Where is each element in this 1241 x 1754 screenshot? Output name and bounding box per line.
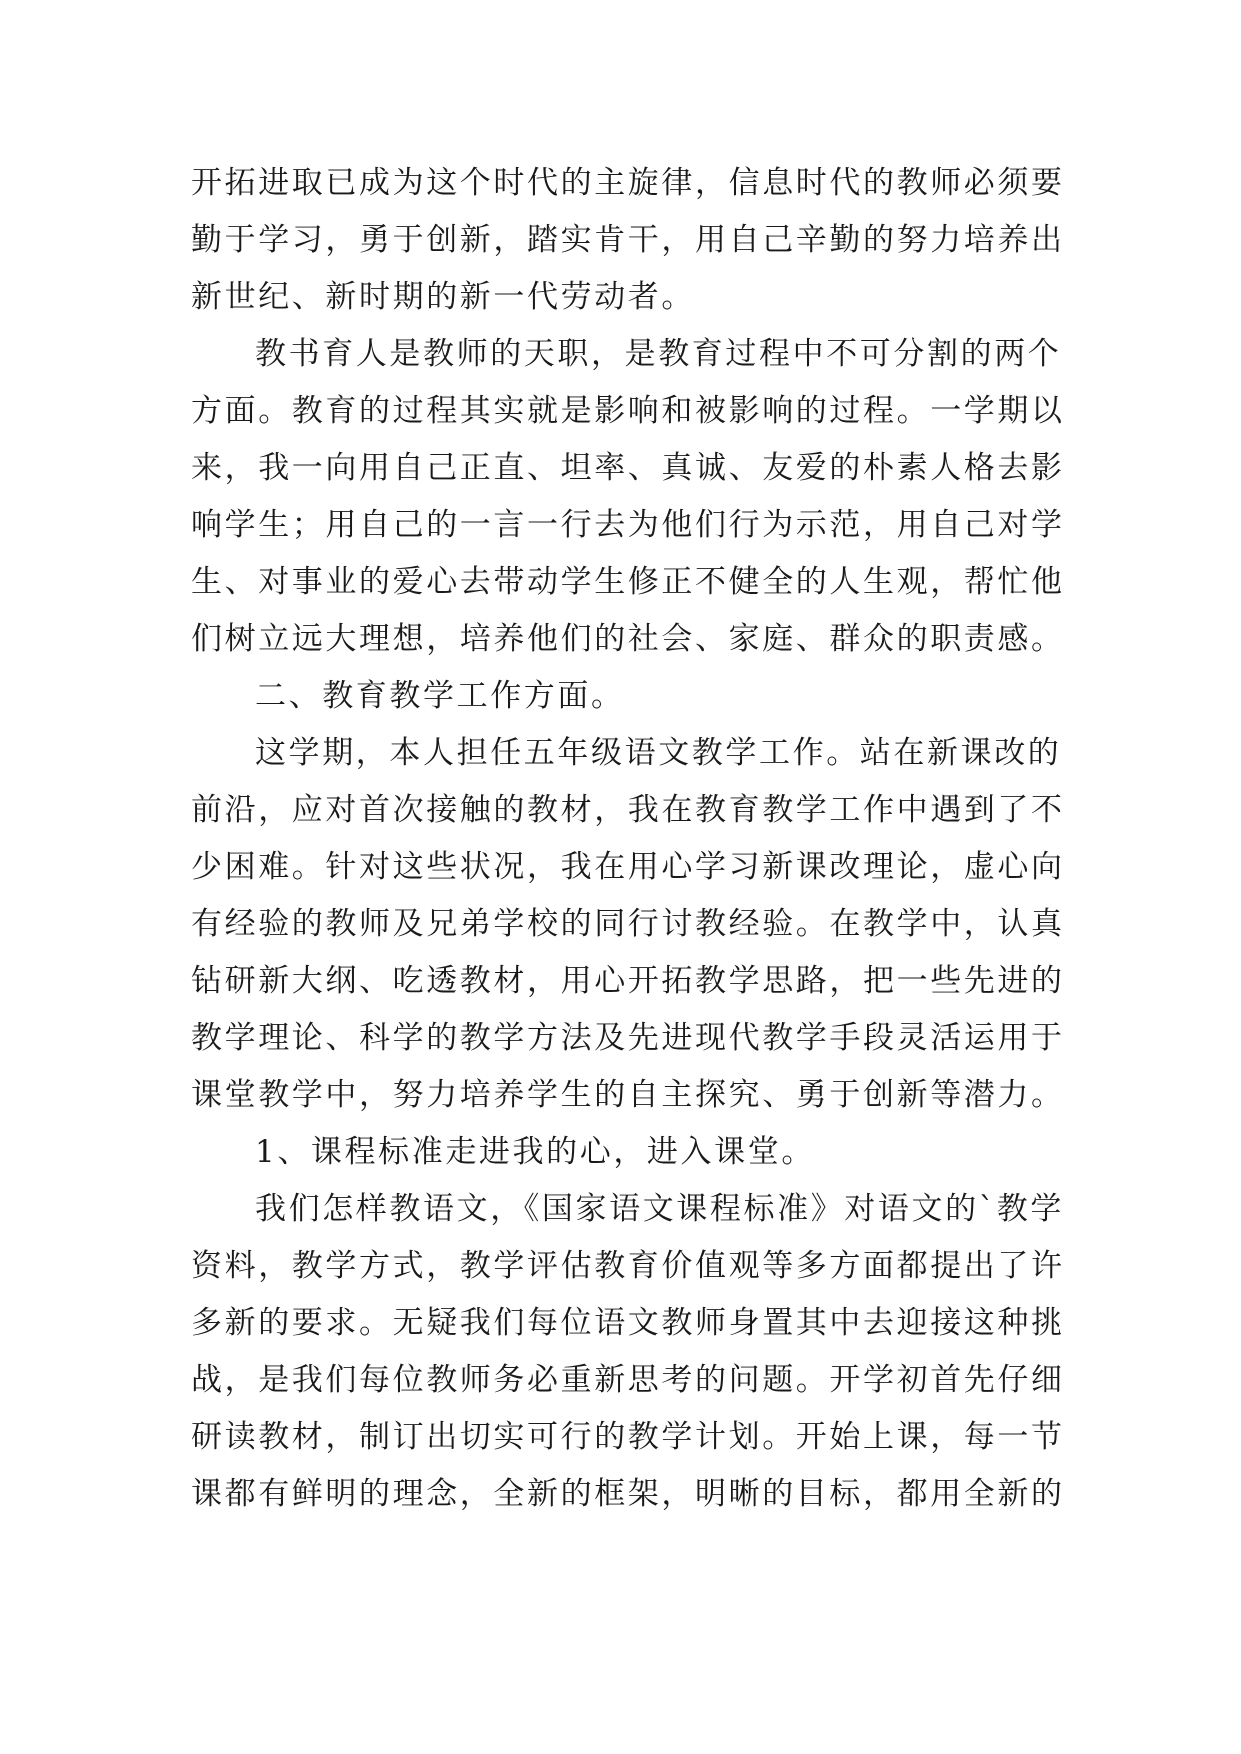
- text-line: 方面。教育的过程其实就是影响和被影响的过程。一学期以: [191, 393, 1065, 429]
- text-line: 课都有鲜明的理念，全新的框架，明晰的目标，都用全新的: [191, 1476, 1065, 1512]
- text-line: 少困难。针对这些状况，我在用心学习新课改理论，虚心向: [191, 849, 1065, 885]
- text-line: 们树立远大理想，培养他们的社会、家庭、群众的职责感。: [191, 621, 1065, 657]
- text-line: 新世纪、新时期的新一代劳动者。: [191, 279, 695, 315]
- text-line: 勤于学习，勇于创新，踏实肯干，用自己辛勤的努力培养出: [191, 222, 1065, 258]
- body-text: [191, 155, 1071, 1523]
- text-line: 资料，教学方式，教学评估教育价值观等多方面都提出了许: [191, 1248, 1065, 1284]
- text-line: 响学生；用自己的一言一行去为他们行为示范，用自己对学: [191, 507, 1065, 543]
- text-line: 课堂教学中，努力培养学生的自主探究、勇于创新等潜力。: [191, 1077, 1065, 1113]
- text-line: 战，是我们每位教师务必重新思考的问题。开学初首先仔细: [191, 1362, 1065, 1398]
- text-line: 研读教材，制订出切实可行的教学计划。开始上课，每一节: [191, 1419, 1065, 1455]
- text-line: 1、课程标准走进我的心，进入课堂。: [255, 1134, 815, 1170]
- text-line: 生、对事业的爱心去带动学生修正不健全的人生观，帮忙他: [191, 564, 1065, 600]
- text-line: 前沿，应对首次接触的教材，我在教育教学工作中遇到了不: [191, 792, 1065, 828]
- text-line: 钻研新大纲、吃透教材，用心开拓教学思路，把一些先进的: [191, 963, 1065, 999]
- text-line: 来，我一向用自己正直、坦率、真诚、友爱的朴素人格去影: [191, 450, 1065, 486]
- text-line: 有经验的教师及兄弟学校的同行讨教经验。在教学中，认真: [191, 906, 1065, 942]
- text-line: 教学理论、科学的教学方法及先进现代教学手段灵活运用于: [191, 1020, 1065, 1056]
- text-line: 我们怎样教语文，《国家语文课程标准》对语文的`教学: [255, 1191, 1064, 1227]
- text-line: 开拓进取已成为这个时代的主旋律，信息时代的教师必须要: [191, 165, 1065, 201]
- text-line: 二、教育教学工作方面。: [255, 678, 625, 714]
- text-line: 这学期，本人担任五年级语文教学工作。站在新课改的: [255, 735, 1062, 771]
- text-line: 多新的要求。无疑我们每位语文教师身置其中去迎接这种挑: [191, 1305, 1065, 1341]
- text-line: 教书育人是教师的天职，是教育过程中不可分割的两个: [255, 336, 1062, 372]
